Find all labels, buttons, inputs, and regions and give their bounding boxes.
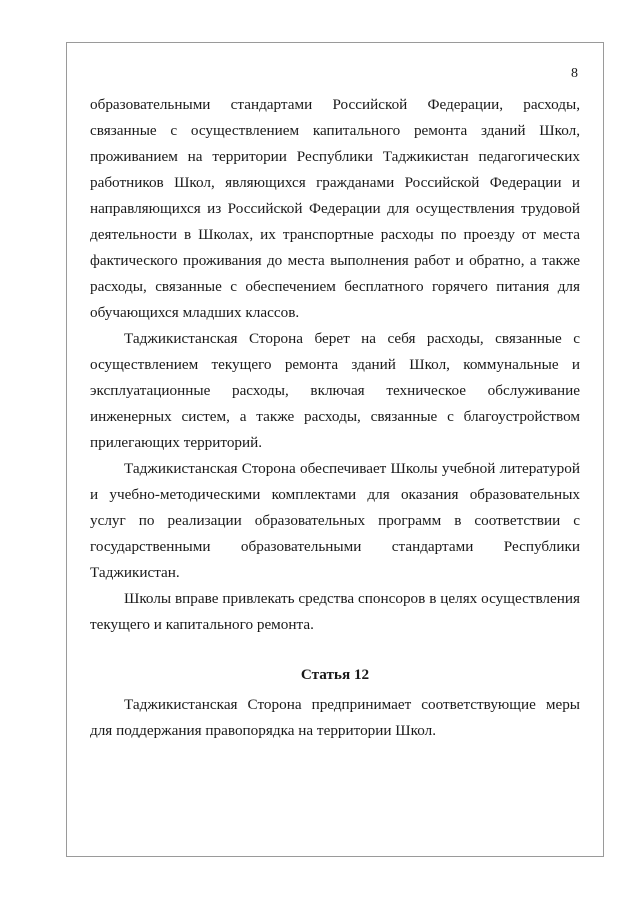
paragraph: Школы вправе привлекать средства спонсоров в целях осуществления текущего и капитального ремонта. (90, 590, 580, 633)
paragraph: Таджикистанская Сторона берет на себя расходы, связанные с осуществлением текущего ремонта зданий Школ, коммунальные и эксплуатационные расходы, включая техническое обслуживание инженерных систем, а также расходы, связанные с благоустройством прилегающих территорий. (90, 330, 580, 451)
page-number: 8 (571, 66, 578, 81)
paragraph-continuation: образовательными стандартами Российской Федерации, расходы, связанные с осуществлением капитального ремонта зданий Школ, проживанием на территории Республики Таджикистан педагогических работников Школ, являющихся гражданами Российской Федерации и направляющихся из Российской Федерации для осуществления трудовой деятельности в Школах, их транспортные расходы по проезду от места фактического проживания до места выполнения работ и обратно, а также расходы, связанные с обеспечением бесплатного горячего питания для обучающихся младших классов. (90, 96, 580, 321)
paragraph: Таджикистанская Сторона обеспечивает Школы учебной литературой и учебно-методическими комплектами для оказания образовательных услуг по реализации образовательных программ в соответствии с государственными образовательными стандартами Республики Таджикистан. (90, 460, 580, 581)
document-body (90, 92, 580, 744)
paragraph: Таджикистанская Сторона предпринимает соответствующие меры для поддержания правопорядка на территории Школ. (90, 696, 580, 739)
article-heading: Статья 12 (300, 666, 370, 683)
